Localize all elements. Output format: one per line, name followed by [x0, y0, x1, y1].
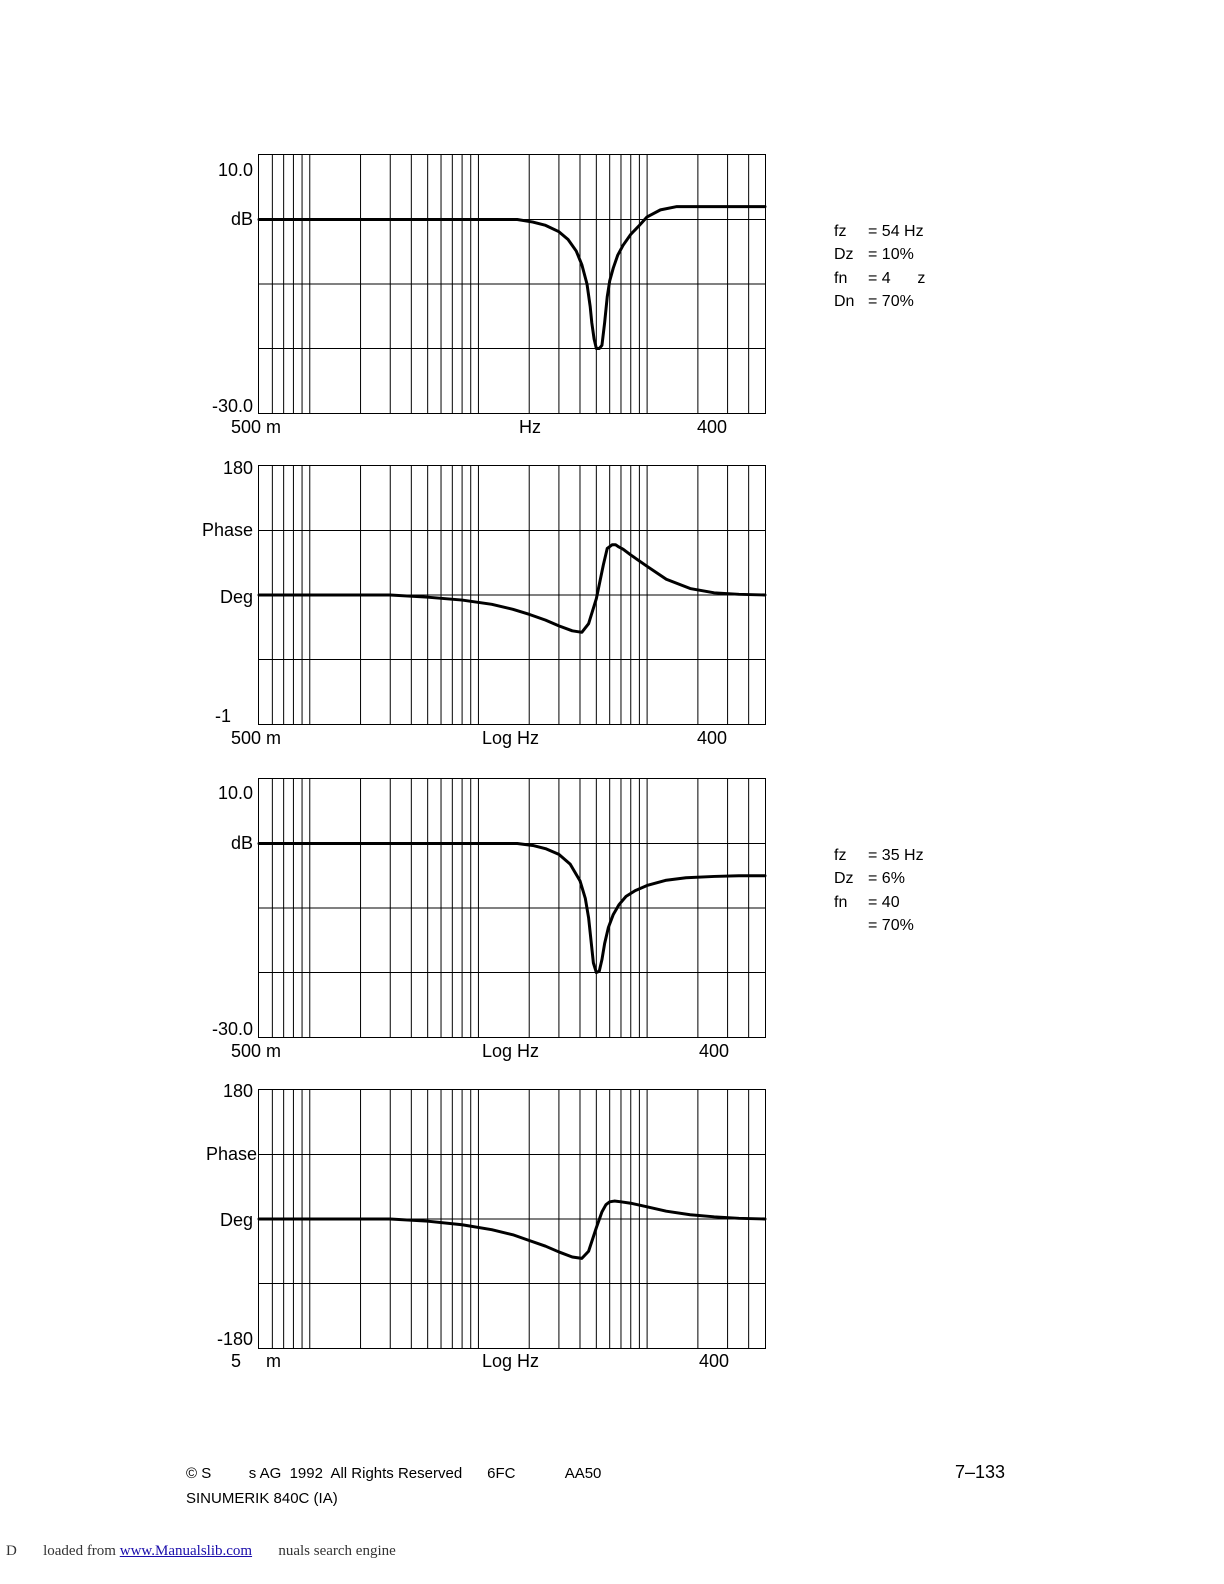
y-tick-label: -180 — [216, 1329, 253, 1349]
parameter-row — [834, 914, 924, 937]
parameter-row — [834, 243, 925, 266]
y-tick-label: 180 — [222, 1081, 253, 1101]
x-tick-label: Log Hz — [482, 1041, 540, 1061]
y-tick-label: -30.0 — [211, 396, 253, 416]
parameter-value: = 40 — [868, 893, 900, 911]
parameter-row — [834, 867, 924, 890]
y-tick-label: -30.0 — [211, 1019, 253, 1039]
magnitude-plot-1 — [258, 154, 766, 414]
y-tick-label: dB — [230, 833, 253, 853]
parameter-row — [834, 891, 924, 914]
parameter-name: Dz — [834, 870, 854, 888]
parameter-row — [834, 267, 925, 290]
x-tick-label: 400 — [699, 1041, 730, 1061]
parameter-value: = 4 z — [868, 269, 926, 287]
x-tick-label: Log Hz — [482, 1351, 540, 1371]
x-tick-label: 500 m — [231, 1041, 282, 1061]
x-tick-label: 400 — [697, 728, 728, 748]
series-line — [259, 1201, 765, 1258]
y-tick-label: Deg — [219, 1210, 253, 1230]
footer-copyright: © S s AG 1992 All Rights Reserved 6FC AA50 — [186, 1465, 602, 1482]
y-tick-label: -1 — [215, 706, 232, 726]
parameter-name: fn — [834, 893, 848, 911]
parameters-block-2 — [834, 844, 924, 937]
parameter-name: Dz — [834, 246, 854, 264]
parameter-value: = 70% — [868, 292, 914, 310]
x-tick-label: 500 m — [231, 728, 282, 748]
x-tick-label: 5 m — [231, 1351, 282, 1371]
series-line — [259, 207, 765, 349]
x-tick-label: Hz — [519, 417, 541, 437]
parameter-name: fz — [834, 847, 847, 864]
parameter-row — [834, 844, 924, 867]
y-tick-label: 10.0 — [217, 783, 253, 803]
parameter-row — [834, 290, 925, 313]
y-tick-label: Phase — [201, 520, 253, 540]
parameter-row — [834, 220, 925, 243]
x-tick-label: 500 m — [231, 417, 282, 437]
parameter-value: = 6% — [868, 870, 905, 888]
parameters-block-1 — [834, 220, 925, 313]
parameter-name: fz — [834, 223, 847, 240]
y-tick-label: Phase — [205, 1144, 257, 1164]
magnitude-plot-2 — [258, 778, 766, 1038]
phase-plot-1 — [258, 465, 766, 725]
y-tick-label: Deg — [219, 587, 253, 607]
x-tick-label: Log Hz — [482, 728, 540, 748]
x-tick-label: 400 — [699, 1351, 730, 1371]
phase-plot-2 — [258, 1089, 766, 1349]
y-tick-label: 180 — [222, 458, 253, 478]
parameter-value: = 70% — [868, 916, 914, 934]
download-note — [6, 1543, 396, 1560]
download-note-prefix: D loaded from — [6, 1543, 120, 1559]
y-tick-label: 10.0 — [217, 160, 253, 180]
x-tick-label: 400 — [697, 417, 728, 437]
series-line — [259, 545, 765, 633]
page-number: 7–133 — [955, 1462, 1006, 1482]
y-tick-label: dB — [230, 209, 253, 229]
download-note-suffix: nuals search engine — [252, 1543, 396, 1559]
parameter-name: Dn — [834, 292, 855, 310]
manualslib-link[interactable]: www.Manualslib.com — [119, 1543, 253, 1559]
parameter-value: = 54 Hz — [868, 223, 924, 240]
parameter-name: fn — [834, 269, 848, 287]
footer-product: SINUMERIK 840C (IA) — [186, 1490, 338, 1507]
parameter-value: = 35 Hz — [868, 847, 924, 864]
parameter-value: = 10% — [868, 246, 914, 264]
